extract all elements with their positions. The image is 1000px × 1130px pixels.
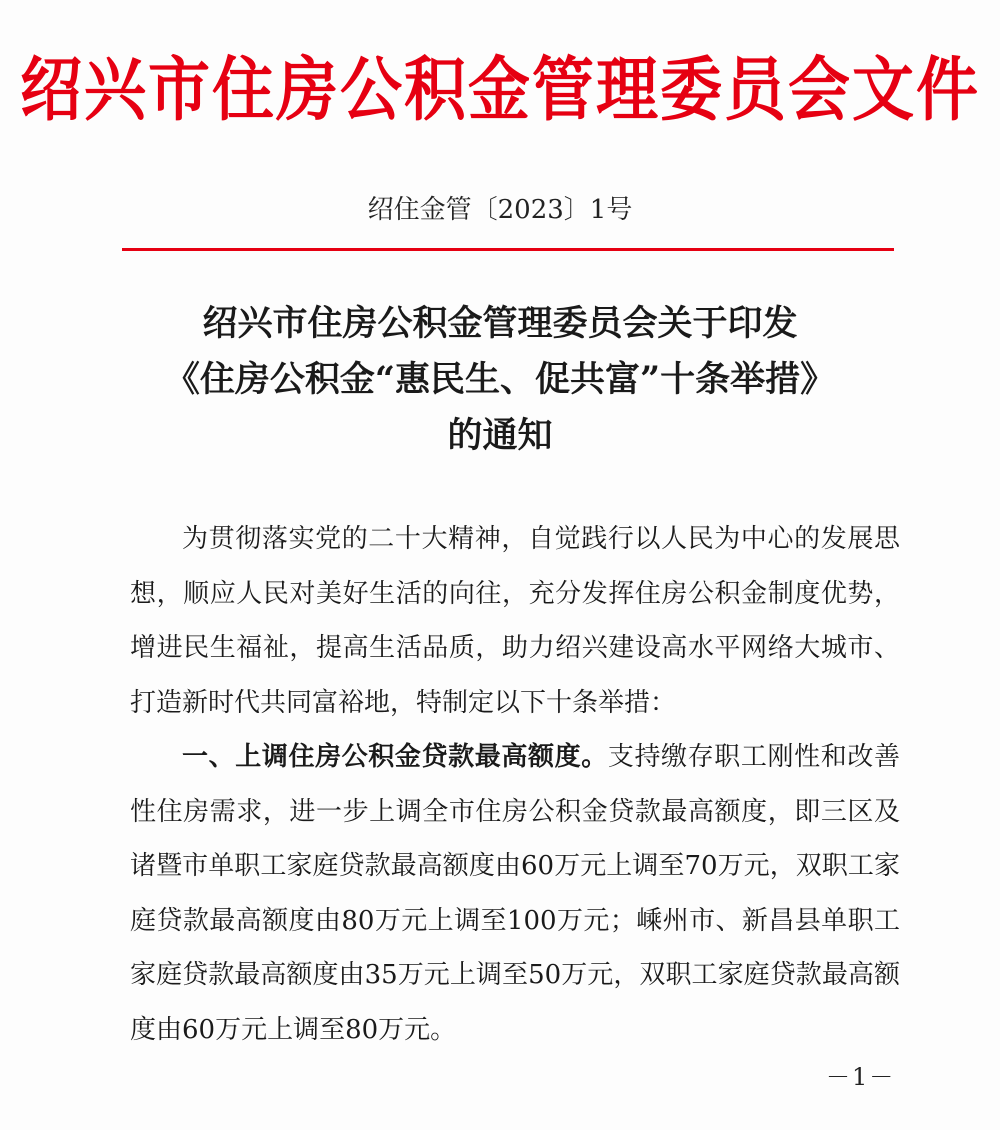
- document-number: 绍住金管〔2023〕1号: [367, 195, 633, 225]
- title-line-2: 《住房公积金“惠民生、促共富”十条举措》: [164, 359, 836, 400]
- item-1-paragraph: [130, 730, 900, 1057]
- document-body: [130, 512, 900, 1057]
- page-number: －1－: [826, 1063, 896, 1091]
- document-title: [0, 296, 1000, 464]
- intro-paragraph: 为贯彻落实党的二十大精神，自觉践行以人民为中心的发展思想，顺应人民对美好生活的向往，充分发挥住房公积金制度优势，增进民生福祉，提高生活品质，助力绍兴建设高水平网络大城市、打造新时代共同富裕地，特制定以下十条举措：: [130, 524, 900, 718]
- item-1-heading: 一、上调住房公积金贷款最高额度。: [182, 742, 608, 772]
- title-line-3: 的通知: [447, 415, 553, 456]
- item-1-text: 支持缴存职工刚性和改善性住房需求，进一步上调全市住房公积金贷款最高额度，即三区及诸暨市单职工家庭贷款最高额度由60万元上调至70万元，双职工家庭贷款最高额度由80万元上调至100万元；嵊州市、新昌县单职工家庭贷款最高额度由35万元上调至50万元，双职工家庭贷款最高额度由60万元上调至80万元。: [130, 742, 900, 1045]
- red-divider-line: [122, 248, 894, 251]
- title-line-1: 绍兴市住房公积金管理委员会关于印发: [202, 303, 798, 344]
- masthead-title: 绍兴市住房公积金管理委员会文件: [19, 48, 980, 131]
